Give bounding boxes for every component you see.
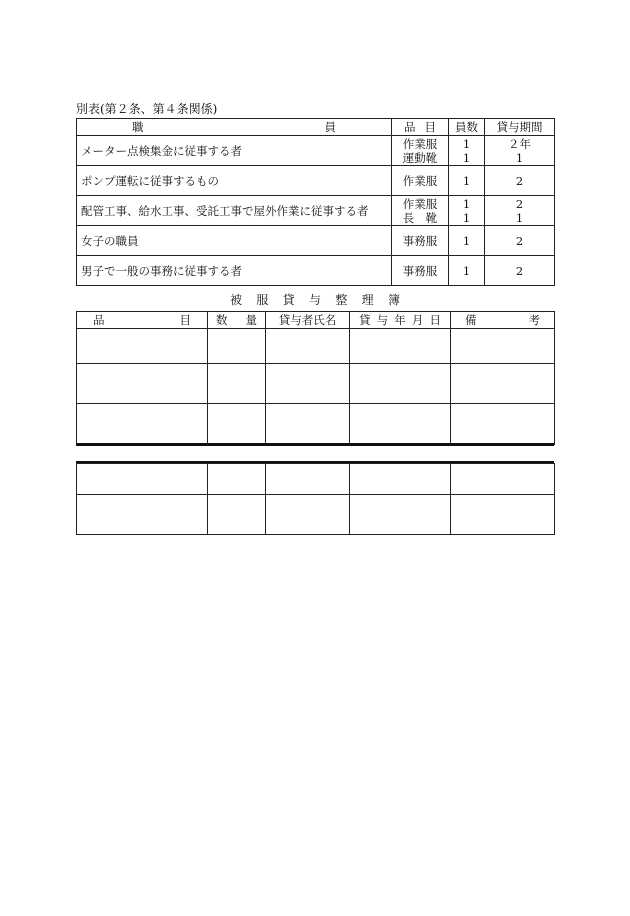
job-cell: 男子で一般の事務に従事する者 bbox=[77, 256, 392, 286]
count-cell bbox=[449, 136, 485, 166]
item-text: 作業服 bbox=[402, 136, 438, 151]
period-cell: 2 bbox=[485, 226, 555, 256]
blank-cell bbox=[350, 495, 451, 535]
allowance-header-row bbox=[77, 119, 555, 136]
count-text: 1 bbox=[462, 210, 471, 225]
register-header-date-char: 月 bbox=[411, 313, 424, 327]
header-item-char-1: 品 bbox=[404, 120, 416, 134]
allowance-row bbox=[77, 166, 555, 196]
register-title-char: 貸 bbox=[282, 293, 295, 307]
register-header-date-char: 与 bbox=[376, 313, 389, 327]
register-title-char: 簿 bbox=[387, 293, 400, 307]
blank-cell bbox=[77, 329, 208, 364]
job-cell: 女子の職員 bbox=[77, 226, 392, 256]
register-blank-row bbox=[77, 495, 555, 535]
period-text: 1 bbox=[515, 150, 524, 165]
allowance-row bbox=[77, 226, 555, 256]
period-cell: 2 bbox=[485, 166, 555, 196]
register-header-item bbox=[77, 312, 208, 329]
item-text: 作業服 bbox=[402, 196, 438, 211]
blank-cell bbox=[266, 495, 350, 535]
register-title-char: 服 bbox=[256, 293, 269, 307]
register-title-char: 被 bbox=[230, 293, 243, 307]
blank-cell bbox=[77, 495, 208, 535]
blank-cell bbox=[350, 364, 451, 404]
register-title-char: 理 bbox=[361, 293, 374, 307]
appendix-caption: 別表(第２条、第４条関係) bbox=[76, 102, 218, 116]
allowance-table bbox=[76, 118, 555, 286]
blank-cell bbox=[350, 404, 451, 445]
period-cell: 2 bbox=[485, 256, 555, 286]
item-cell: 事務服 bbox=[392, 226, 449, 256]
register-header-quantity-char: 量 bbox=[245, 313, 257, 327]
count-cell: 1 bbox=[449, 256, 485, 286]
register-table-top bbox=[76, 311, 555, 445]
blank-cell bbox=[451, 364, 555, 404]
allowance-row bbox=[77, 136, 555, 166]
header-count: 員数 bbox=[449, 119, 485, 136]
blank-cell bbox=[266, 404, 350, 445]
register-blank-row bbox=[77, 404, 555, 445]
item-text: 運動靴 bbox=[402, 150, 438, 165]
item-cell bbox=[392, 196, 449, 226]
blank-cell bbox=[77, 404, 208, 445]
item-cell bbox=[392, 136, 449, 166]
blank-cell bbox=[451, 495, 555, 535]
count-text: 1 bbox=[462, 136, 471, 151]
header-job bbox=[77, 119, 392, 136]
blank-cell bbox=[451, 404, 555, 445]
count-text: 1 bbox=[462, 150, 471, 165]
register-header-date-char: 貸 bbox=[359, 313, 371, 327]
break-line-top bbox=[76, 443, 554, 446]
register-header-recipient: 貸与者氏名 bbox=[266, 312, 350, 329]
header-item bbox=[392, 119, 449, 136]
period-text: 1 bbox=[515, 210, 524, 225]
register-header-date bbox=[350, 312, 451, 329]
period-cell bbox=[485, 136, 555, 166]
register-header-item-char: 品 bbox=[93, 313, 105, 327]
blank-cell bbox=[77, 464, 208, 495]
blank-cell bbox=[208, 464, 266, 495]
allowance-row bbox=[77, 196, 555, 226]
register-header-quantity-char: 数 bbox=[216, 313, 228, 327]
blank-cell bbox=[451, 464, 555, 495]
item-cell: 作業服 bbox=[392, 166, 449, 196]
item-text: 長 靴 bbox=[402, 210, 438, 225]
register-header-quantity bbox=[208, 312, 266, 329]
register-blank-row bbox=[77, 364, 555, 404]
period-text: ２年 bbox=[508, 136, 531, 151]
register-header-remarks-char: 備 bbox=[465, 313, 477, 327]
header-period: 貸与期間 bbox=[485, 119, 555, 136]
blank-cell bbox=[208, 495, 266, 535]
period-cell bbox=[485, 196, 555, 226]
blank-cell bbox=[208, 364, 266, 404]
period-text: 2 bbox=[515, 196, 524, 211]
blank-cell bbox=[266, 329, 350, 364]
item-cell: 事務服 bbox=[392, 256, 449, 286]
job-cell: ポンプ運転に従事するもの bbox=[77, 166, 392, 196]
count-cell bbox=[449, 196, 485, 226]
blank-cell bbox=[266, 464, 350, 495]
count-cell: 1 bbox=[449, 226, 485, 256]
allowance-row bbox=[77, 256, 555, 286]
blank-cell bbox=[77, 364, 208, 404]
blank-cell bbox=[208, 404, 266, 445]
register-header-date-char: 年 bbox=[394, 313, 406, 327]
register-header-remarks bbox=[451, 312, 555, 329]
register-header-remarks-char: 考 bbox=[528, 313, 540, 327]
job-cell: メーター点検集金に従事する者 bbox=[77, 136, 392, 166]
job-cell: 配管工事、給水工事、受託工事で屋外作業に従事する者 bbox=[77, 196, 392, 226]
register-title-char: 与 bbox=[308, 293, 321, 307]
header-item-char-2: 目 bbox=[424, 120, 436, 134]
blank-cell bbox=[451, 329, 555, 364]
register-blank-row bbox=[77, 464, 555, 495]
blank-cell bbox=[266, 364, 350, 404]
register-title bbox=[230, 291, 400, 308]
header-job-char-2: 員 bbox=[324, 120, 336, 134]
count-text: 1 bbox=[462, 196, 471, 211]
register-blank-row bbox=[77, 329, 555, 364]
register-header-date-char: 日 bbox=[429, 313, 441, 327]
blank-cell bbox=[350, 464, 451, 495]
register-table-bottom bbox=[76, 463, 555, 535]
register-header-item-char: 目 bbox=[179, 313, 191, 327]
register-title-char: 整 bbox=[335, 293, 348, 307]
blank-cell bbox=[208, 329, 266, 364]
header-job-char-1: 職 bbox=[132, 120, 144, 134]
count-cell: 1 bbox=[449, 166, 485, 196]
blank-cell bbox=[350, 329, 451, 364]
register-header-row bbox=[77, 312, 555, 329]
